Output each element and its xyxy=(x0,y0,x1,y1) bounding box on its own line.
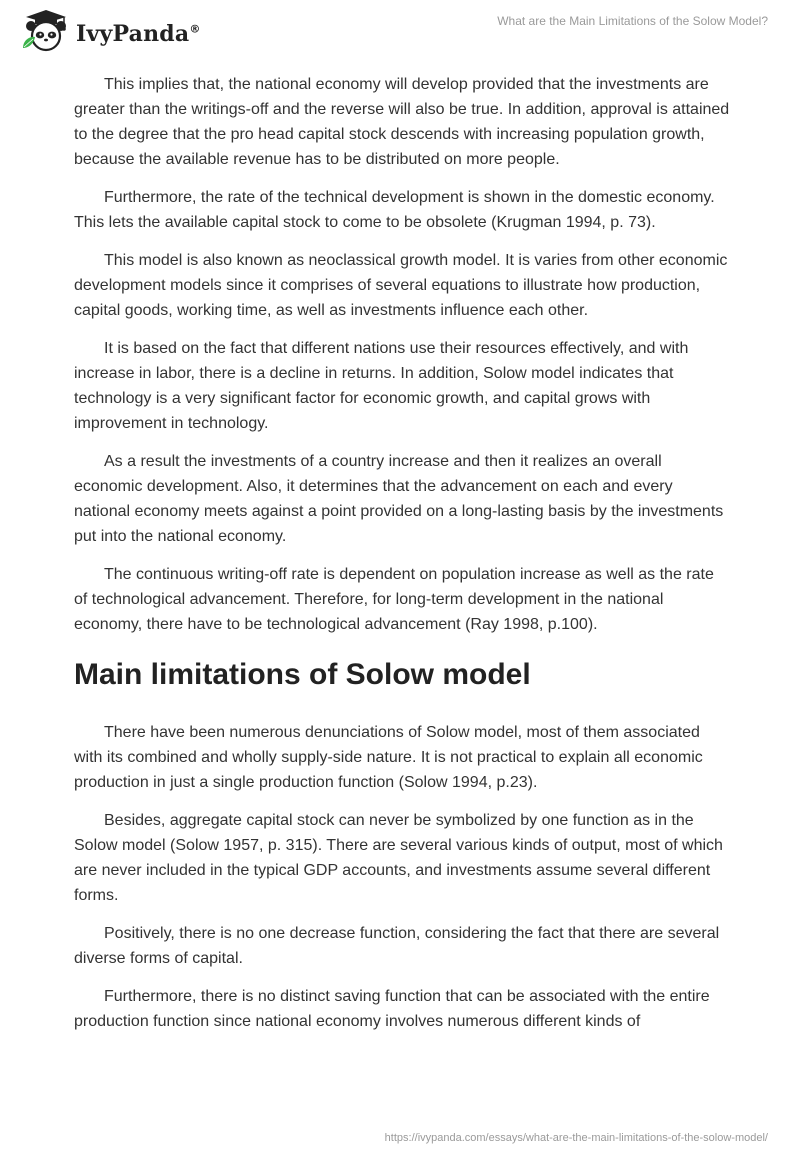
paragraph: It is based on the fact that different nations use their resources effectively, and with increase in labor, there is a decline in returns. In addition, Solow model indicates that technology is a very significant factor for economic growth, and capital grows with improvement in technology. xyxy=(74,340,689,432)
brand-name: IvyPanda® xyxy=(76,21,201,47)
paragraph: Furthermore, there is no distinct saving function that can be associated with the entire production function since national economy involves numerous different kinds of xyxy=(74,988,710,1030)
paragraph: There have been numerous denunciations of Solow model, most of them associated with its combined and wholly supply-side nature. It is not practical to explain all economic production in just a single production function (Solow 1994, p.23). xyxy=(74,724,703,791)
document-title: What are the Main Limitations of the Solow Model? xyxy=(497,14,768,28)
section-heading: Main limitations of Solow model xyxy=(74,658,531,691)
paragraph: This implies that, the national economy will develop provided that the investments are greater than the writings-off and the reverse will also be true. In addition, approval is attained to the degree that the pro head capital stock descends with increasing population growth, because the available revenue has to be distributed on more people. xyxy=(74,76,730,168)
paragraph: As a result the investments of a country increase and then it realizes an overall economic development. Also, it determines that the advancement on each and every national economy meets against a point provided on a long-lasting basis by the investments put into the national economy. xyxy=(74,453,724,545)
paragraph: The continuous writing-off rate is dependent on population increase as well as the rate of technological advancement. Therefore, for long-term development in the national economy, there have to be technological advancement (Ray 1998, p.100). xyxy=(74,566,714,633)
paragraph: Positively, there is no one decrease function, considering the fact that there are several diverse forms of capital. xyxy=(74,925,720,967)
panda-graduate-icon xyxy=(16,8,72,54)
article-body xyxy=(74,72,730,1047)
ivypanda-logo[interactable] xyxy=(16,8,201,54)
source-url[interactable]: https://ivypanda.com/essays/what-are-the-main-limitations-of-the-solow-model/ xyxy=(384,1132,768,1144)
paragraph: This model is also known as neoclassical growth model. It is varies from other economic development models since it comprises of several equations to illustrate how production, capital goods, working time, as well as investments influence each other. xyxy=(74,252,728,319)
paragraph: Furthermore, the rate of the technical development is shown in the domestic economy. This lets the available capital stock to come to be obsolete (Krugman 1994, p. 73). xyxy=(74,189,715,231)
page-header xyxy=(0,0,800,70)
paragraph: Besides, aggregate capital stock can never be symbolized by one function as in the Solow model (Solow 1957, p. 315). There are several various kinds of output, most of which are never included in the typical GDP accounts, and investments assume several different forms. xyxy=(74,812,723,904)
